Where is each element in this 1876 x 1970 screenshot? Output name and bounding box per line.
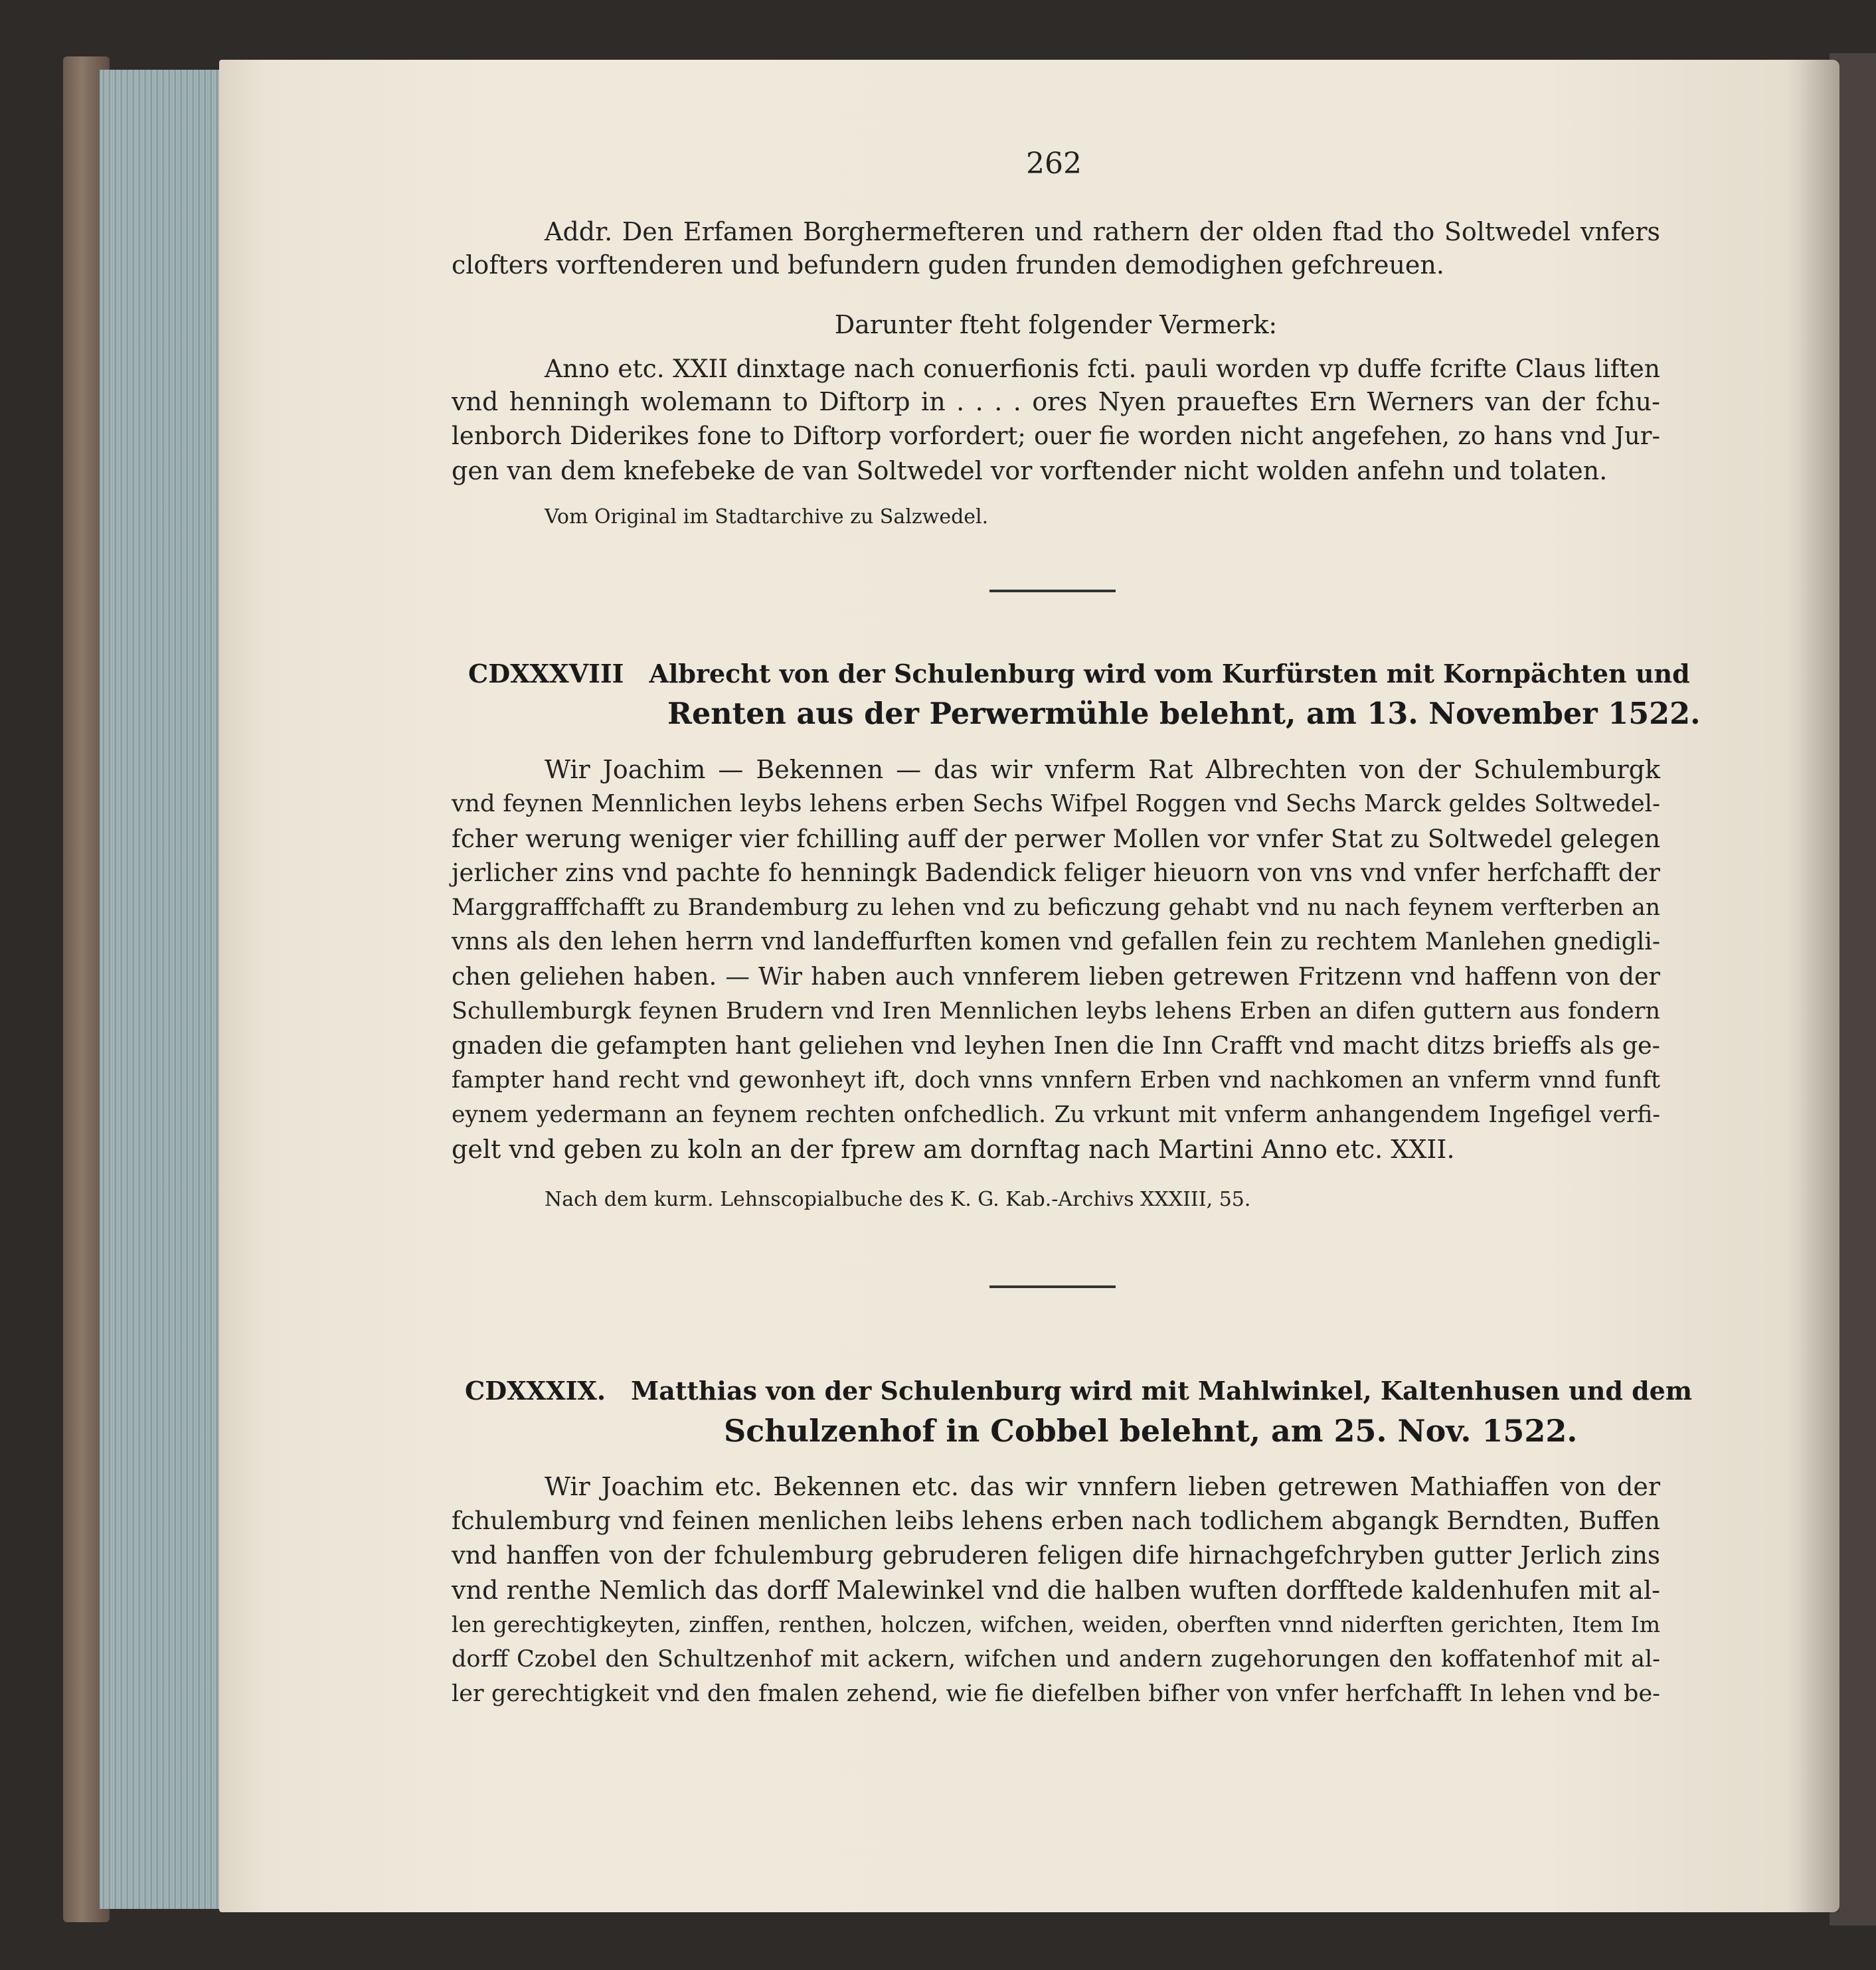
source-note: Vom Original im Stadtarchive zu Salzwedel. [545,505,989,529]
text-line: fcher werung weniger vier fchilling auff der perwer Mollen vor vnfer Stat zu Soltwedel gelegen [452,824,1661,853]
text-line: len gerechtigkeyten, zinffen, renthen, holczen, wifchen, weiden, oberften vnnd niderften gerichten, Item Im [452,1611,1660,1637]
document-title-line: Renten aus der Perwermühle belehnt, am 13. November 1522. [667,697,1701,731]
text-line: chen geliehen haben. — Wir haben auch vnnferem lieben getrewen Fritzenn vnd haffenn von der [452,962,1660,991]
text-line: vnd feynen Mennlichen leybs lehens erben Sechs Wifpel Roggen vnd Sechs Marck geldes Soltwedel- [452,790,1660,817]
gutter-shadow [1786,60,1839,1912]
note-line: vnd henningh wolemann to Diftorp in . . . . ores Nyen praueftes Ern Werners van der fchu- [452,387,1660,416]
section-divider [989,1285,1116,1288]
note-line: lenborch Diderikes fone to Diftorp vorfordert; ouer fie worden nicht angefehen, zo hans vnd Jur- [452,422,1660,450]
text-line: Wir Joachim etc. Bekennen etc. das wir vnnfern lieben getrewen Mathiaffen von der [545,1472,1660,1501]
document-number: CDXXXVIII [468,659,624,689]
text-line: fampter hand recht vnd gewonheyt ift, doch vnns vnnfern Erben vnd nachkomen an vnferm vnnd funft [452,1067,1660,1094]
page-edges [100,70,226,1909]
text-line: Schullemburgk feynen Brudern vnd Iren Mennlichen leybs lehens Erben an difen guttern aus fondern [452,998,1660,1025]
text-line: vnd hanffen von der fchulemburg gebruderen feligen dife hirnachgefchryben gutter Jerlich zins [452,1541,1660,1570]
text-line: vnd renthe Nemlich das dorff Malewinkel vnd die halben wuften dorfftede kaldenhufen mit al- [452,1576,1660,1605]
note-line: Anno etc. XXII dinxtage nach conuerfionis fcti. pauli worden vp duffe fcrifte Claus liften [545,354,1660,383]
text-line: vnns als den lehen herrn vnd landeffurften komen vnd gefallen fein zu rechtem Manlehen gnedigli- [452,928,1660,955]
text-line: gnaden die gefampten hant geliehen vnd leyhen Inen die Inn Crafft vnd macht ditzs brieffs als ge- [452,1031,1660,1060]
text-line: Marggrafffchafft zu Brandemburg zu lehen vnd zu beficzung gehabt vnd nu nach feynem verfterben an [452,894,1660,921]
document-heading [468,653,1690,695]
text-line: gelt vnd geben zu koln an der fprew am dornftag nach Martini Anno etc. XXII. [452,1135,1455,1164]
page-number: 262 [1026,147,1082,181]
document-title: Matthias von der Schulenburg wird mit Mahlwinkel, Kaltenhusen und dem [631,1376,1693,1406]
document-number: CDXXXIX. [465,1376,606,1406]
address-line: clofters vorftenderen und befundern guden frunden demodighen gefchreuen. [452,250,1444,280]
text-line: jerlicher zins vnd pachte fo henningk Badendick feliger hieuorn von vns vnd vnfer herfchafft der [452,859,1660,887]
document-heading [465,1370,1692,1412]
document-title: Albrecht von der Schulenburg wird vom Kurfürsten mit Kornpächten und [649,659,1690,689]
text-line: Wir Joachim — Bekennen — das wir vnferm Rat Albrechten von der Schulemburgk [545,755,1660,784]
text-line: eynem yedermann an feynem rechten onfchedlich. Zu vrkunt mit vnferm anhangendem Ingefigel verfi- [452,1102,1660,1128]
text-line: ler gerechtigkeit vnd den fmalen zehend, wie fie diefelben bifher von vnfer herfchafft In lehen vnd be- [452,1681,1660,1707]
section-divider [989,590,1116,592]
text-line: dorff Czobel den Schultzenhof mit ackern, wifchen und andern zugehorungen den koffatenhof mit al- [452,1646,1660,1673]
address-line: Addr. Den Erfamen Borghermefteren und rathern der olden ftad tho Soltwedel vnfers [545,217,1660,246]
document-title-line: Schulzenhof in Cobbel belehnt, am 25. Nov. 1522. [724,1413,1578,1449]
note-line: gen van dem knefebeke de van Soltwedel vor vorftender nicht wolden anfehn und tolaten. [452,456,1608,485]
text-line: fchulemburg vnd feinen menlichen leibs lehens erben nach todlichem abgangk Berndten, Buffen [452,1507,1660,1535]
note-heading: Darunter fteht folgender Vermerk: [834,310,1278,339]
source-note: Nach dem kurm. Lehnscopialbuche des K. G. Kab.-Archivs XXXIII, 55. [545,1188,1251,1211]
